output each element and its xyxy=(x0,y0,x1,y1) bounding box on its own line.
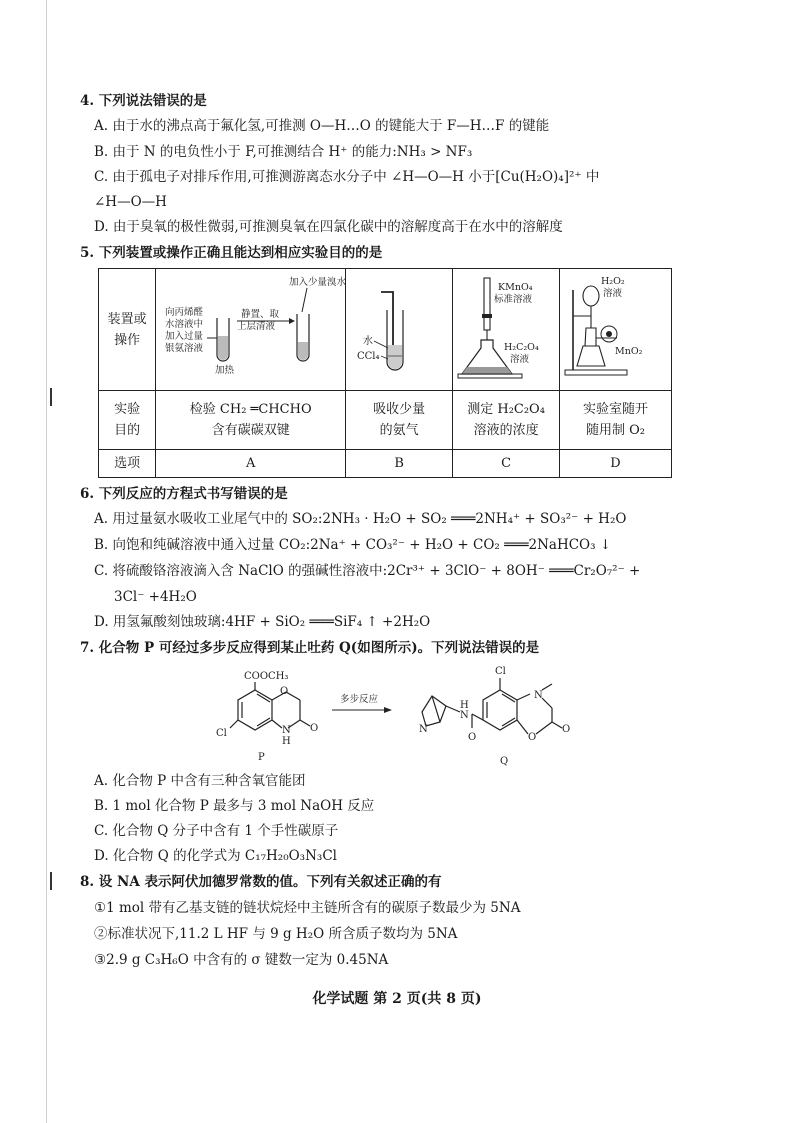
q-quinuclidine-nitrogen: N xyxy=(419,724,428,735)
binding-mark xyxy=(50,388,52,406)
arrow-label: 多步反应 xyxy=(340,694,379,705)
q6-option-a: A. 用过量氨水吸收工业尾气中的 SO₂:2NH₃ · H₂O + SO₂ ═══2NH₄⁺ + SO₃²⁻ + H₂O xyxy=(94,511,627,527)
label-h2c2o4: H₂C₂O₄ xyxy=(503,342,539,354)
q4-option-a: A. 由于水的沸点高于氟化氢,可推测 O—H…O 的键能大于 F—H…F 的键能 xyxy=(94,118,550,134)
purpose-b: 吸收少量 的氨气 xyxy=(346,391,453,450)
apparatus-d-cell xyxy=(560,269,672,391)
compound-p-label: P xyxy=(258,752,265,763)
q4-option-d: D. 由于臭氧的极性微弱,可推测臭氧在四氯化碳中的溶解度高于在水中的溶解度 xyxy=(94,219,563,235)
q-amide-oxygen: O xyxy=(468,732,477,743)
label-mid2: 上层清液 xyxy=(236,321,275,333)
q8-item-1: ①1 mol 带有乙基支链的链状烷烃中主链所含有的碳原子数最少为 5NA xyxy=(94,900,521,916)
reaction-scheme xyxy=(200,660,580,768)
compound-p-structure xyxy=(230,682,310,730)
q-chlorine: Cl xyxy=(495,666,506,677)
label-kmno4: KMnO₄ xyxy=(497,282,533,294)
q8-item-3: ③2.9 g C₃H₆O 中含有的 σ 键数一定为 0.45NA xyxy=(94,952,389,968)
option-a-label: A xyxy=(156,450,346,478)
binding-mark xyxy=(50,872,52,890)
label-water: 水 xyxy=(362,336,373,348)
apparatus-d-diagram xyxy=(561,270,671,382)
option-b-label: B xyxy=(346,450,453,478)
label-c-solution: 溶液 xyxy=(509,354,529,366)
label-d-solution: 溶液 xyxy=(602,288,622,300)
page-footer: 化学试题 第 2 页(共 8 页) xyxy=(312,991,482,1007)
label-a2: 水溶液中 xyxy=(164,319,203,331)
row-header-option: 选项 xyxy=(99,450,156,478)
p-ester-label: COOCH₃ xyxy=(244,671,289,682)
q-amide-nitrogen: N xyxy=(460,710,469,721)
q-methyl-nitrogen: N xyxy=(534,690,543,701)
apparatus-b-cell xyxy=(346,269,453,391)
option-d-label: D xyxy=(560,450,672,478)
apparatus-a-diagram xyxy=(157,270,345,382)
experiment-table xyxy=(98,268,672,478)
purpose-a: 检验 CH₂ ═CHCHO 含有碳碳双键 xyxy=(156,391,346,450)
q5-stem: 5. 下列装置或操作正确且能达到相应实验目的的是 xyxy=(80,245,383,261)
label-a4: 银氨溶液 xyxy=(164,343,203,355)
label-heat: 加热 xyxy=(214,365,234,377)
q7-option-d: D. 化合物 Q 的化学式为 C₁₇H₂₀O₃N₃Cl xyxy=(94,848,337,864)
purpose-d: 实验室随开 随用制 O₂ xyxy=(560,391,672,450)
apparatus-a-cell xyxy=(156,269,346,391)
q-amide-hydrogen: H xyxy=(460,700,469,711)
q7-stem: 7. 化合物 P 可经过多步反应得到某止吐药 Q(如图所示)。下列说法错误的是 xyxy=(80,640,540,656)
q-ring-oxygen: O xyxy=(528,732,537,743)
q4-stem: 4. 下列说法错误的是 xyxy=(80,93,207,109)
page-edge-line xyxy=(46,0,47,1123)
label-a3: 加入过量 xyxy=(164,331,203,343)
p-chlorine: Cl xyxy=(216,728,227,739)
q4-option-b: B. 由于 N 的电负性小于 F,可推测结合 H⁺ 的能力:NH₃ > NF₃ xyxy=(94,144,473,160)
q4-option-c: C. 由于孤电子对排斥作用,可推测游离态水分子中 ∠H—O—H 小于[Cu(H₂O)₄]²⁺ 中 xyxy=(94,169,600,185)
row-header-purpose: 实验目的 xyxy=(99,391,156,450)
compound-q-label: Q xyxy=(500,756,509,767)
label-h2o2: H₂O₂ xyxy=(600,276,625,288)
apparatus-c-cell xyxy=(453,269,560,391)
q6-option-b: B. 向饱和纯碱溶液中通入过量 CO₂:2Na⁺ + CO₃²⁻ + H₂O + CO₂ ═══2NaHCO₃ ↓ xyxy=(94,537,612,553)
label-mno2: MnO₂ xyxy=(614,346,642,358)
q8-item-2: ②标准状况下,11.2 L HF 与 9 g H₂O 所含质子数均为 5NA xyxy=(94,926,458,942)
q8-stem: 8. 设 NA 表示阿伏加德罗常数的值。下列有关叙述正确的有 xyxy=(80,874,442,890)
label-mid1: 静置、取 xyxy=(240,309,279,321)
purpose-c: 测定 H₂C₂O₄ 溶液的浓度 xyxy=(453,391,560,450)
q6-stem: 6. 下列反应的方程式书写错误的是 xyxy=(80,486,288,502)
q4-option-c-cont: ∠H—O—H xyxy=(94,194,167,210)
row-header-apparatus: 装置或操作 xyxy=(99,269,156,391)
q6-option-c-cont: 3Cl⁻ +4H₂O xyxy=(114,589,197,605)
p-nh-label: N xyxy=(282,725,291,736)
q6-option-c: C. 将硫酸铬溶液滴入含 NaClO 的强碱性溶液中:2Cr³⁺ + 3ClO⁻ + 8OH⁻ ═══Cr₂O₇²⁻ + xyxy=(94,563,641,579)
label-standard-solution: 标准溶液 xyxy=(493,294,532,306)
option-c-label: C xyxy=(453,450,560,478)
q6-option-d: D. 用氢氟酸刻蚀玻璃:4HF + SiO₂ ═══SiF₄ ↑ +2H₂O xyxy=(94,614,431,630)
q7-option-c: C. 化合物 Q 分子中含有 1 个手性碳原子 xyxy=(94,823,339,839)
apparatus-b-diagram xyxy=(347,270,452,382)
label-add-bromine: 加入少量溴水 xyxy=(288,277,345,289)
apparatus-c-diagram xyxy=(454,270,559,382)
p-carbonyl-oxygen: O xyxy=(310,723,319,734)
q7-option-a: A. 化合物 P 中含有三种含氧官能团 xyxy=(94,773,306,789)
label-ccl4: CCl₄ xyxy=(356,351,380,363)
q7-option-b: B. 1 mol 化合物 P 最多与 3 mol NaOH 反应 xyxy=(94,798,375,814)
p-ring-oxygen: O xyxy=(280,686,289,697)
label-a1: 向丙烯醛 xyxy=(164,307,203,319)
p-h-label: H xyxy=(282,736,291,747)
q-carbonyl-oxygen: O xyxy=(562,724,571,735)
compound-q-structure xyxy=(422,678,562,734)
